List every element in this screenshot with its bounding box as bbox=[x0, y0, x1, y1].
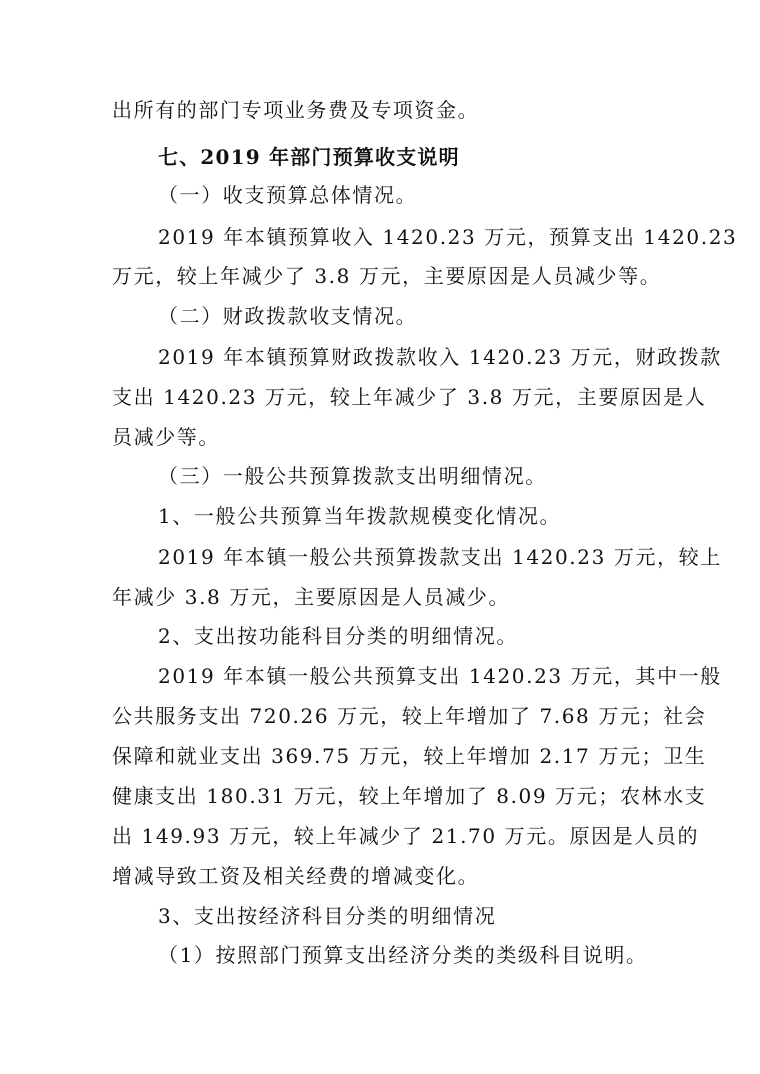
subheading-3-1: 1、一般公共预算当年拨款规模变化情况。 bbox=[158, 504, 562, 528]
text-line-1: 出所有的部门专项业务费及专项资金。 bbox=[112, 98, 480, 122]
subheading-1: （一）收支预算总体情况。 bbox=[158, 183, 418, 207]
text-line-17: 保障和就业支出 369.75 万元，较上年增加 2.17 万元；卫生 bbox=[112, 744, 707, 768]
text-line-8: 支出 1420.23 万元，较上年减少了 3.8 万元，主要原因是人 bbox=[112, 385, 707, 409]
text-line-13: 年减少 3.8 万元，主要原因是人员减少。 bbox=[112, 585, 511, 609]
text-line-20: 增减导致工资及相关经费的增减变化。 bbox=[112, 864, 480, 888]
section-heading-7: 七、2019 年部门预算收支说明 bbox=[158, 145, 460, 169]
subheading-2: （二）财政拨款收支情况。 bbox=[158, 304, 418, 328]
subheading-3-3: 3、支出按经济科目分类的明细情况 bbox=[158, 904, 497, 928]
text-line-7: 2019 年本镇预算财政拨款收入 1420.23 万元，财政拨款 bbox=[158, 345, 722, 369]
text-line-18: 健康支出 180.31 万元，较上年增加了 8.09 万元；农林水支 bbox=[112, 784, 707, 808]
text-line-15: 2019 年本镇一般公共预算支出 1420.23 万元，其中一般 bbox=[158, 664, 722, 688]
text-line-12: 2019 年本镇一般公共预算拨款支出 1420.23 万元，较上 bbox=[158, 545, 722, 569]
text-line-9: 员减少等。 bbox=[112, 425, 220, 449]
text-line-19: 出 149.93 万元，较上年减少了 21.70 万元。原因是人员的 bbox=[112, 824, 700, 848]
text-line-16: 公共服务支出 720.26 万元，较上年增加了 7.68 万元；社会 bbox=[112, 704, 707, 728]
subheading-3: （三）一般公共预算拨款支出明细情况。 bbox=[158, 464, 547, 488]
subheading-3-3-1: （1）按照部门预算支出经济分类的类级科目说明。 bbox=[158, 943, 648, 967]
text-line-5: 万元，较上年减少了 3.8 万元，主要原因是人员减少等。 bbox=[112, 264, 662, 288]
subheading-3-2: 2、支出按功能科目分类的明细情况。 bbox=[158, 624, 518, 648]
text-line-4: 2019 年本镇预算收入 1420.23 万元，预算支出 1420.23 bbox=[158, 225, 738, 249]
